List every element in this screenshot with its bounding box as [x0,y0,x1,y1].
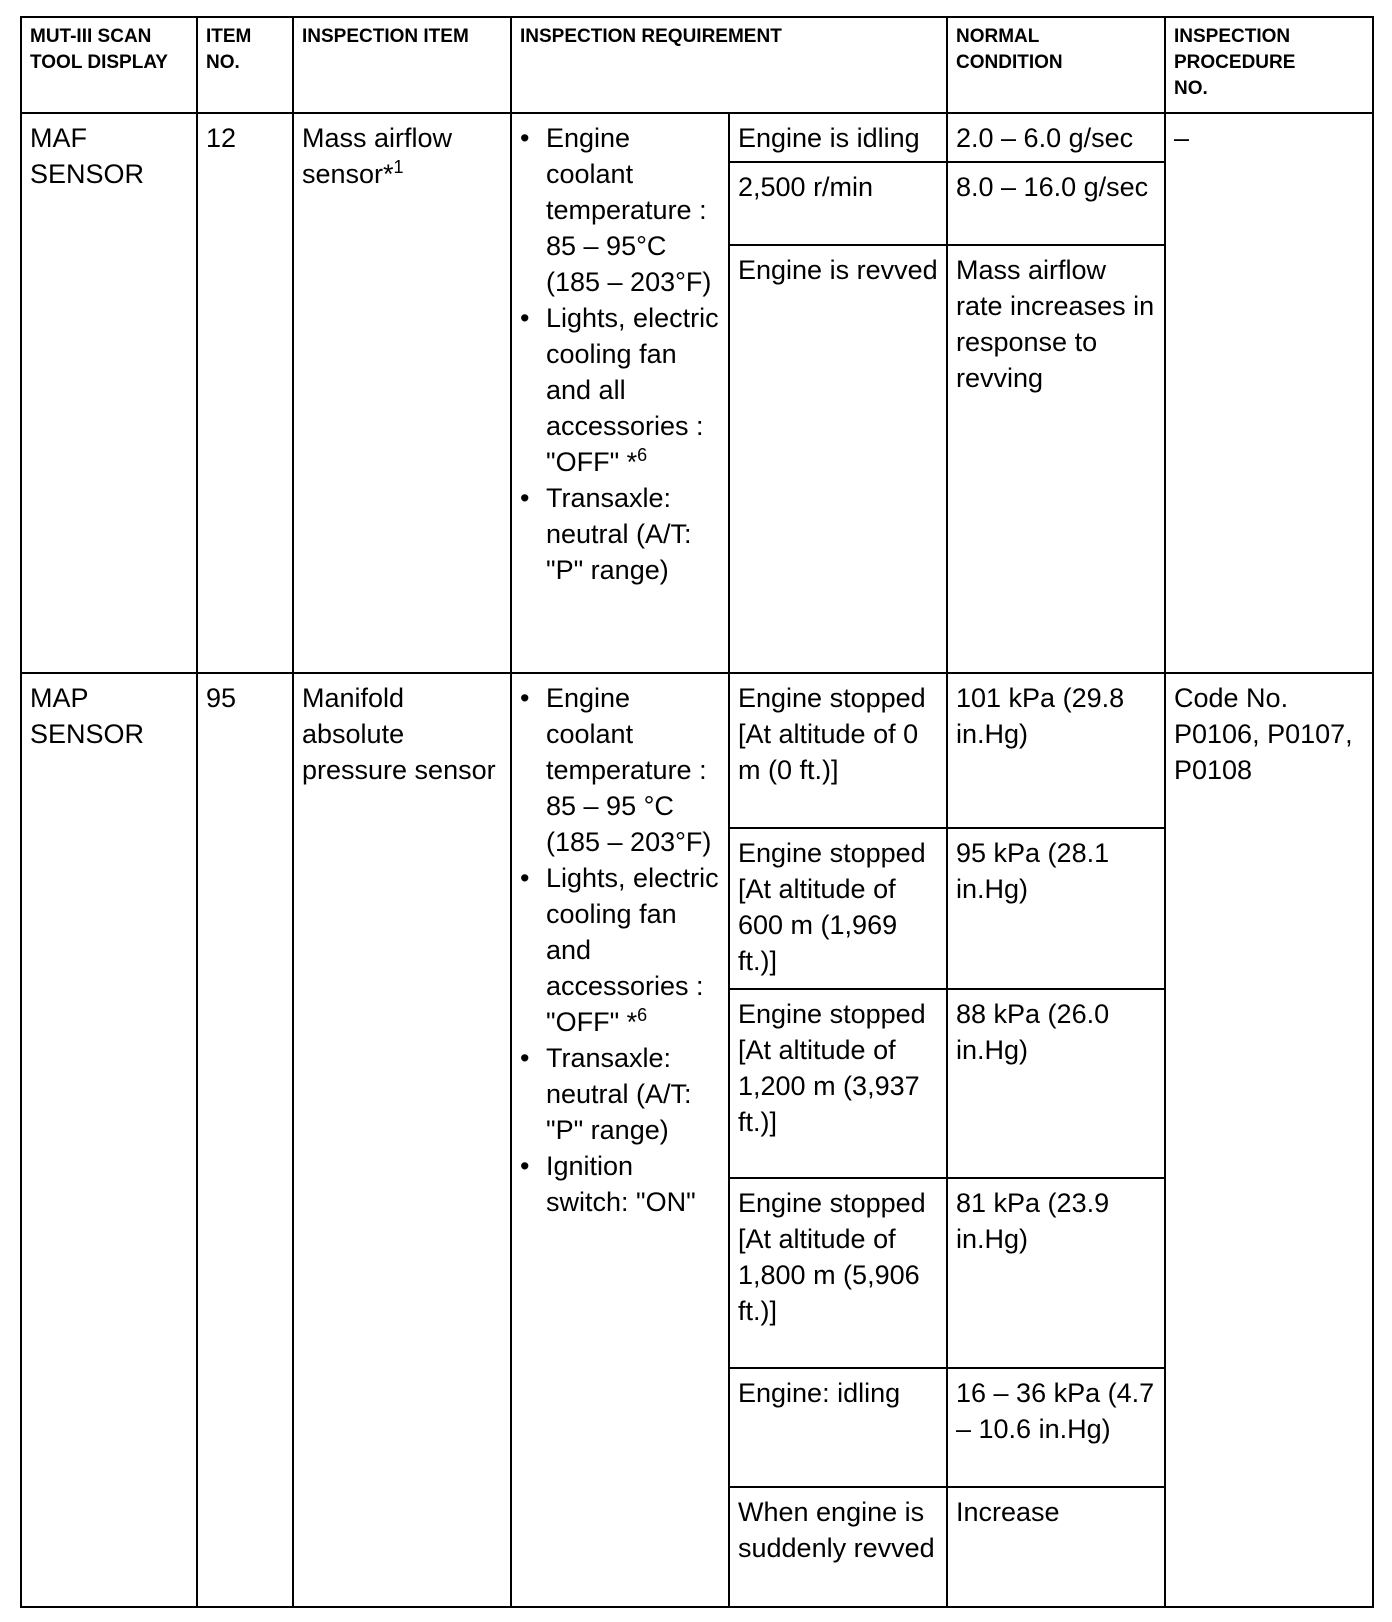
list-item: • Lights, electric cooling fan and accessories : "OFF" *$^6$ [546,860,720,1040]
map-condition-2: Engine stopped [At altitude of 600 m (1,969 ft.)] [729,828,947,989]
map-normal-4: 81 kPa (23.9 in.Hg) [947,1178,1165,1368]
map-condition-4: Engine stopped [At altitude of 1,800 m (5,906 ft.)] [729,1178,947,1368]
map-procedure: Code No. P0106, P0107, P0108 [1165,673,1373,1607]
header-item-no: ITEM NO. [197,17,293,113]
map-condition-1: Engine stopped [At altitude of 0 m (0 ft.)] [729,673,947,828]
maf-inspection-item: Mass airflow sensor*$^1$ [293,113,511,673]
list-item: • Engine coolant temperature : 85 – 95 °C (185 – 203°F) [546,680,720,860]
map-inspection-item: Manifold absolute pressure sensor [293,673,511,1607]
maf-condition-1: Engine is idling [729,113,947,162]
map-condition-5: Engine: idling [729,1368,947,1488]
list-item: • Lights, electric cooling fan and all accessories : "OFF" *$^6$ [546,300,720,480]
header-scan-tool-display: MUT-III SCAN TOOL DISPLAY [21,17,197,113]
map-condition-3: Engine stopped [At altitude of 1,200 m (3,937 ft.)] [729,989,947,1179]
inspection-table [20,16,1374,1608]
header-normal-condition: NORMAL CONDITION [947,17,1165,113]
maf-display-cell: MAF SENSOR [21,113,197,673]
table-row [21,673,1373,828]
maf-item-no: 12 [197,113,293,673]
table-row [21,113,1373,162]
map-normal-2: 95 kPa (28.1 in.Hg) [947,828,1165,989]
list-item: • Engine coolant temperature : 85 – 95°C (185 – 203°F) [546,120,720,300]
list-item: • Ignition switch: "ON" [546,1148,720,1220]
maf-normal-3: Mass airflow rate increases in response to revving [947,245,1165,674]
header-row [21,17,1373,113]
list-item: • Transaxle: neutral (A/T: "P" range) [546,1040,720,1148]
map-condition-6: When engine is suddenly revved [729,1487,947,1607]
maf-condition-3: Engine is revved [729,245,947,674]
map-normal-1: 101 kPa (29.8 in.Hg) [947,673,1165,828]
maf-requirements [511,113,729,673]
map-normal-3: 88 kPa (26.0 in.Hg) [947,989,1165,1179]
maf-normal-2: 8.0 – 16.0 g/sec [947,162,1165,244]
header-inspection-procedure: INSPECTION PROCEDURE NO. [1165,17,1373,113]
map-item-no: 95 [197,673,293,1607]
header-inspection-requirement: INSPECTION REQUIREMENT [511,17,947,113]
maf-condition-2: 2,500 r/min [729,162,947,244]
list-item: • Transaxle: neutral (A/T: "P" range) [546,480,720,588]
header-inspection-item: INSPECTION ITEM [293,17,511,113]
maf-normal-1: 2.0 – 6.0 g/sec [947,113,1165,162]
maf-procedure: – [1165,113,1373,673]
map-requirements [511,673,729,1607]
map-normal-6: Increase [947,1487,1165,1607]
map-normal-5: 16 – 36 kPa (4.7 – 10.6 in.Hg) [947,1368,1165,1488]
map-display-cell: MAP SENSOR [21,673,197,1607]
